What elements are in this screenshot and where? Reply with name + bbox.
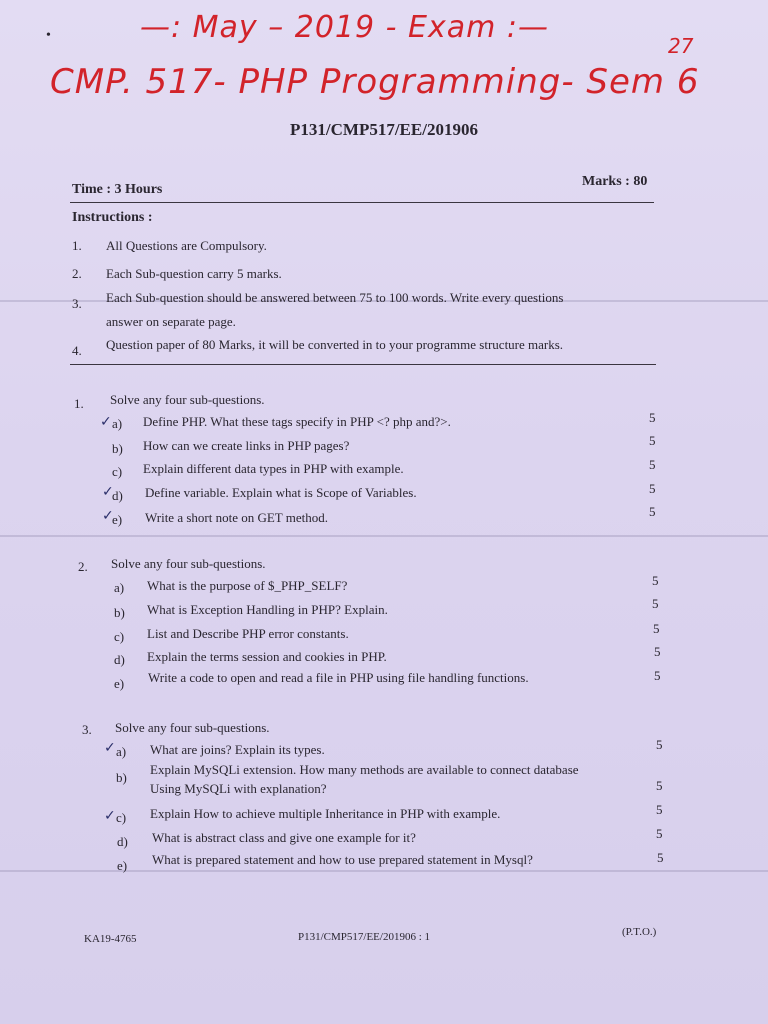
subquestion-marks: 5 [649, 433, 656, 448]
subquestion-marks: 5 [652, 596, 659, 611]
subquestion-text: Explain MySQLi extension. How many methods are available to connect database [150, 762, 579, 777]
subquestion-marks: 5 [654, 668, 661, 683]
subquestion-label: a) [114, 580, 125, 595]
time-label: Time : 3 Hours [72, 182, 163, 197]
subquestion-label: c) [112, 464, 123, 479]
subquestion-marks: 5 [656, 737, 663, 752]
subquestion-text: What is Exception Handling in PHP? Explain. [147, 602, 388, 617]
subquestion-text: What is prepared statement and how to use prepared statement in Mysql? [152, 852, 533, 867]
pen-tick-mark: ✓ [104, 740, 116, 756]
handwritten-page-number: 27 [668, 34, 694, 58]
subquestion-marks: 5 [656, 802, 663, 817]
instruction-text: Question paper of 80 Marks, it will be converted in to your programme structure marks. [106, 337, 564, 352]
subquestion-marks: 5 [654, 644, 661, 659]
handwritten-course-title: CMP. 517- PHP Programming- Sem 6 [50, 62, 700, 102]
footer-pto: (P.T.O.) [622, 926, 657, 938]
subquestion-label: b) [116, 770, 127, 785]
subquestion-marks: 5 [649, 457, 656, 472]
instruction-number: 4. [72, 343, 82, 358]
subquestion-marks: 5 [656, 826, 663, 841]
instruction-text-continued: answer on separate page. [106, 314, 236, 329]
subquestion-marks: 5 [649, 481, 656, 496]
instruction-text: Each Sub-question should be answered between 75 to 100 words. Write every questions [106, 290, 564, 305]
subquestion-text: Write a code to open and read a file in PHP using file handling functions. [148, 670, 529, 685]
subquestion-label: e) [117, 858, 128, 873]
subquestion-marks: 5 [656, 778, 663, 793]
subquestion-label: a) [112, 416, 123, 431]
subquestion-label: e) [114, 676, 125, 691]
question-title: Solve any four sub-questions. [115, 720, 270, 735]
subquestion-label: d) [114, 652, 125, 667]
fold-line [0, 870, 768, 872]
subquestion-text: What is abstract class and give one example for it? [152, 830, 416, 845]
question-number: 1. [74, 396, 84, 411]
subquestion-text: Define PHP. What these tags specify in PHP <? php and?>. [143, 414, 451, 429]
subquestion-label: e) [112, 512, 123, 527]
question-number: 3. [82, 722, 92, 737]
subquestion-text: How can we create links in PHP pages? [143, 438, 350, 453]
subquestion-label: b) [112, 441, 123, 456]
instruction-number: 1. [72, 238, 82, 253]
subquestion-marks: 5 [649, 504, 656, 519]
subquestion-label: c) [114, 629, 125, 644]
subquestion-text: Explain different data types in PHP with example. [143, 461, 404, 476]
subquestion-marks: 5 [652, 573, 659, 588]
footer-code-left: KA19-4765 [84, 933, 137, 945]
subquestion-label: c) [116, 810, 127, 825]
instructions-title: Instructions : [72, 210, 153, 225]
subquestion-text: What are joins? Explain its types. [150, 742, 325, 757]
subquestion-text: List and Describe PHP error constants. [147, 626, 349, 641]
subquestion-text: Write a short note on GET method. [145, 510, 329, 525]
subquestion-label: a) [116, 744, 127, 759]
subquestion-text: Define variable. Explain what is Scope of Variables. [145, 485, 417, 500]
question-number: 2. [78, 559, 88, 574]
paper-code: P131/CMP517/EE/201906 [290, 120, 478, 139]
dot-mark: • [46, 28, 51, 43]
instruction-text: All Questions are Compulsory. [106, 238, 267, 253]
subquestion-label: d) [117, 834, 128, 849]
instruction-number: 3. [72, 296, 82, 311]
footer-code-center: P131/CMP517/EE/201906 : 1 [298, 931, 431, 943]
instructions-rule [70, 364, 656, 365]
subquestion-text: Explain How to achieve multiple Inheritance in PHP with example. [150, 806, 501, 821]
header-rule [70, 202, 654, 203]
subquestion-label: b) [114, 605, 125, 620]
handwritten-exam-title: —: May – 2019 - Exam :— [140, 10, 549, 45]
instruction-number: 2. [72, 266, 82, 281]
subquestion-text-continued: Using MySQLi with explanation? [150, 781, 327, 796]
pen-tick-mark: ✓ [102, 508, 114, 524]
pen-tick-mark: ✓ [104, 808, 116, 824]
subquestion-marks: 5 [657, 850, 664, 865]
marks-label: Marks : 80 [582, 174, 648, 189]
instruction-text: Each Sub-question carry 5 marks. [106, 266, 282, 281]
question-title: Solve any four sub-questions. [110, 392, 265, 407]
subquestion-label: d) [112, 488, 123, 503]
pen-tick-mark: ✓ [102, 484, 114, 500]
fold-line [0, 535, 768, 537]
subquestion-text: What is the purpose of $_PHP_SELF? [147, 578, 348, 593]
subquestion-marks: 5 [649, 410, 656, 425]
question-title: Solve any four sub-questions. [111, 556, 266, 571]
subquestion-text: Explain the terms session and cookies in PHP. [147, 649, 387, 664]
subquestion-marks: 5 [653, 621, 660, 636]
pen-tick-mark: ✓ [100, 414, 112, 430]
